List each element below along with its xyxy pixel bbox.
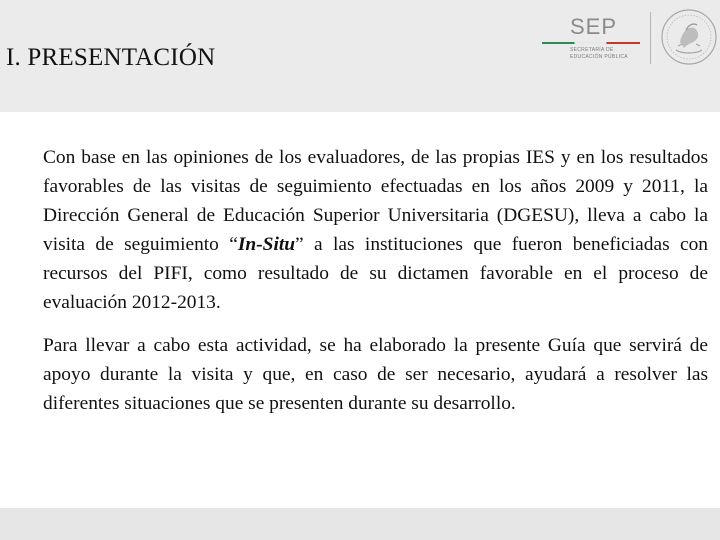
slide-footer-band [0, 508, 720, 540]
logo-divider [650, 12, 651, 64]
paragraph-2: Para llevar a cabo esta actividad, se ha elaborado la presente Guía que servirá de apoyo durante la visita y que, en caso de ser necesario, ayudará a resolver las diferentes situaciones que se presenten durante su desarrollo. [43, 335, 708, 414]
mexico-seal-icon [660, 8, 718, 66]
sep-subtitle-line1: SECRETARÍA DE [570, 47, 614, 53]
slide-title: I. PRESENTACIÓN [6, 44, 216, 71]
paragraph-1-text-b: ” a las instituciones que fueron beneficiadas con recursos del PIFI, como resultado de su dictamen favorable en el proceso de evaluación 2012-2013. [43, 234, 708, 313]
sep-logo-text: SEP [570, 14, 618, 39]
paragraph-1 [43, 143, 708, 317]
sep-subtitle-line2: EDUCACIÓN PÚBLICA [570, 54, 628, 60]
slide-header [0, 0, 720, 112]
sep-logo-subtitle [570, 47, 644, 61]
sep-logo [540, 14, 644, 66]
body-text [43, 143, 708, 418]
flag-color-bar [542, 42, 640, 44]
paragraph-1-text-a: Con base en las opiniones de los evaluadores, de las propias IES y en los resultados favorables de las visitas de seguimiento efectuadas en los años 2009 y 2011, la Dirección General de Educación Superior Universitaria (DGESU), lleva a cabo la visita de seguimiento “ [43, 147, 708, 255]
paragraph-1-italic-term: In-Situ [237, 234, 296, 255]
